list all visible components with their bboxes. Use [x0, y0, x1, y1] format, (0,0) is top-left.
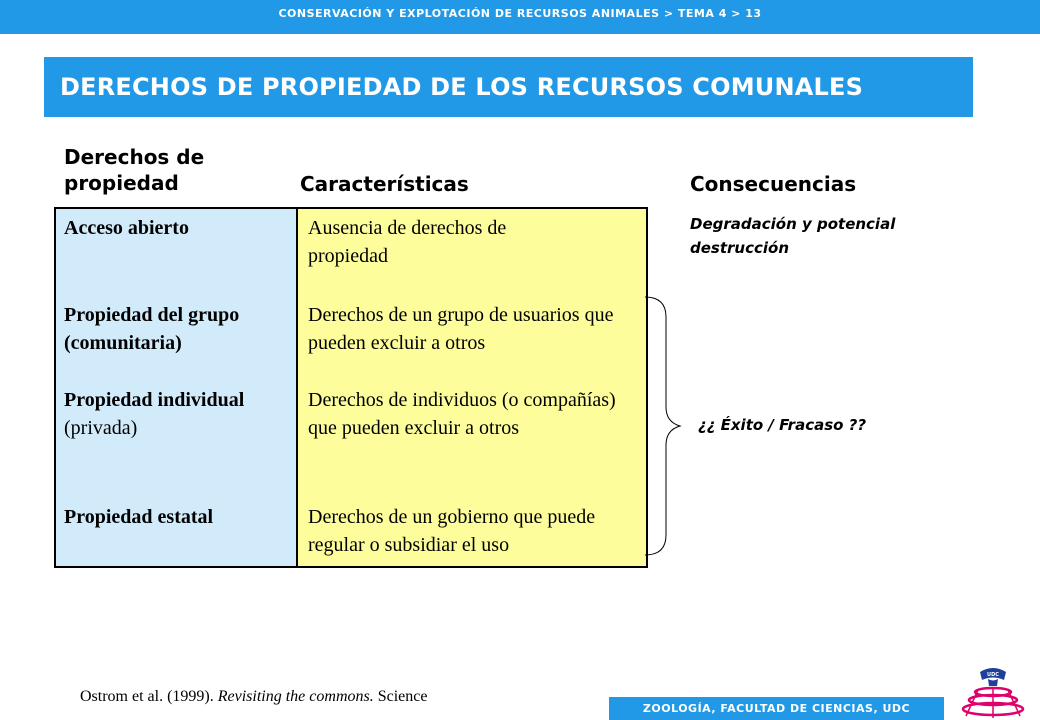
citation-journal: Science — [377, 688, 428, 705]
right-individual-sub: (privada) — [64, 417, 138, 439]
characteristic-individual-property: Derechos de individuos (o compañías) que pueden excluir a otros — [308, 389, 616, 439]
characteristic-state-property: Derechos de un gobierno que puede regular o subsidiar el uso — [308, 506, 596, 556]
right-individual-property — [64, 386, 296, 442]
right-open-access: Acceso abierto — [64, 217, 189, 239]
consequence-open-access: Degradación y potencial destrucción — [690, 215, 896, 257]
footer-institution: ZOOLOGÍA, FACULTAD DE CIENCIAS, UDC — [609, 697, 944, 720]
property-rights-table — [54, 207, 648, 568]
brace-icon — [640, 292, 690, 562]
right-group-property: Propiedad del grupo (comunitaria) — [64, 304, 240, 354]
udc-logo — [958, 660, 1028, 720]
column-header-rights-line1: Derechos de — [64, 145, 205, 169]
column-header-rights — [64, 144, 204, 196]
page-title: DERECHOS DE PROPIEDAD DE LOS RECURSOS COMUNALES — [44, 57, 973, 117]
rights-column — [56, 209, 298, 566]
breadcrumb: CONSERVACIÓN Y EXPLOTACIÓN DE RECURSOS ANIMALES > TEMA 4 > 13 — [0, 0, 1040, 34]
column-header-characteristics: Características — [300, 172, 469, 196]
column-header-rights-line2: propiedad — [64, 171, 179, 195]
citation-authors: Ostrom et al. (1999). — [80, 688, 214, 705]
citation-title: Revisiting the commons. — [217, 688, 374, 705]
right-individual-label: Propiedad individual — [64, 389, 245, 411]
consequence-other-regimes: ¿¿ Éxito / Fracaso ?? — [698, 416, 867, 434]
column-header-consequences: Consecuencias — [690, 172, 857, 196]
right-state-property: Propiedad estatal — [64, 506, 214, 528]
logo-text: UDC — [987, 672, 999, 678]
characteristic-open-access: Ausencia de derechos de propiedad — [308, 217, 507, 267]
citation — [80, 688, 427, 706]
characteristic-group-property: Derechos de un grupo de usuarios que pueden excluir a otros — [308, 304, 614, 354]
characteristics-column — [298, 209, 646, 566]
